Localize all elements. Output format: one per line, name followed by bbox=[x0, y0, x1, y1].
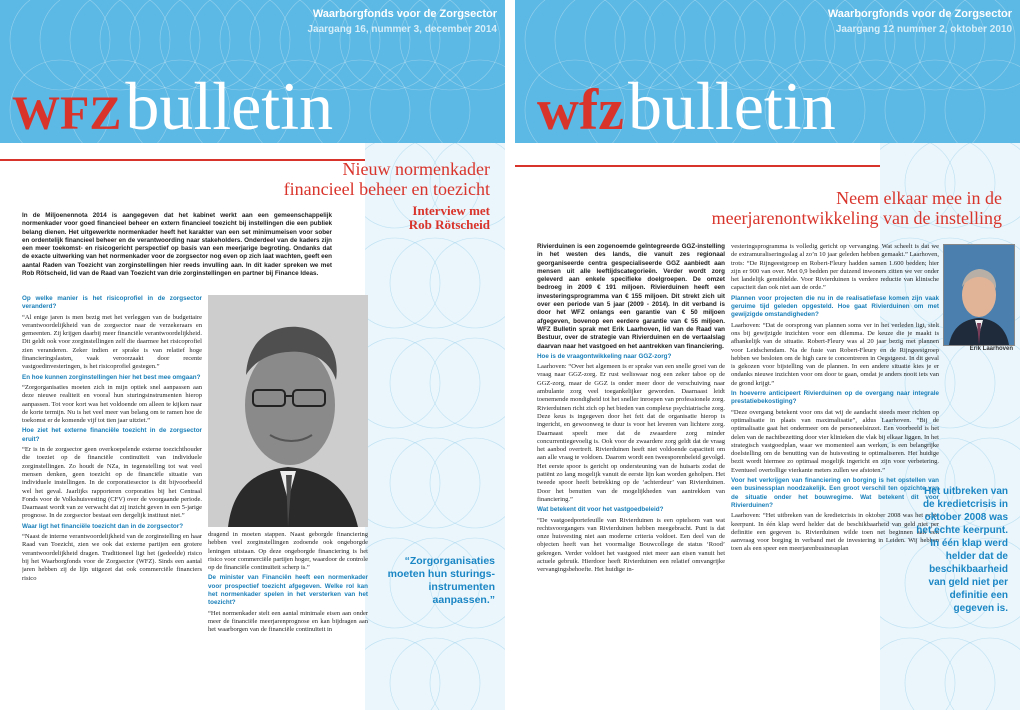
bulletin-page-2010 bbox=[515, 0, 1020, 710]
masthead-title bbox=[12, 68, 334, 143]
headline-line-2: financieel beheer en toezicht bbox=[283, 179, 490, 199]
issue-info: Jaargang 16, nummer 3, december 2014 bbox=[307, 24, 497, 35]
interviewee-photo bbox=[943, 244, 1015, 346]
interview-question: Plannen voor projecten die nu in de realisatiefase komen zijn vaak geruime tijd geleden opgesteld. Hoe gaat Rivierduinen om met gewijzigde omstandigheden? bbox=[731, 294, 939, 319]
portrait-image bbox=[944, 245, 1014, 345]
interview-question: In hoeverre anticipeert Rivierduinen op de overgang naar integrale prestatiebekostiging? bbox=[731, 390, 939, 406]
article-column-1 bbox=[537, 243, 725, 705]
body-paragraph: “Al enige jaren is men bezig met het verleggen van de budgettaire verantwoordelijkheid van de zorgsector naar de verzekeraars en gemeenten. Zij krijgen daarbij meer financiële verantwoordelijkheid. Dit geldt ook voor zorginstellingen zelf die daarmee het risicoprofiel zien veranderen. Zeker indien er sprake is van relatief hoge financieringslasten, vaak veroorzaakt door recente vastgoedinvesteringen, is het risicoprofiel gestegen.” bbox=[22, 313, 202, 371]
body-paragraph: “Zorgorganisaties moeten zich in mijn optiek snel aanpassen aan deze nieuwe realiteit en vooral hun sturingsinstrumenten hierop aanpassen. Tot voor kort was het voldoende om alleen te kijken naar de korte termijn. Nu is het veel meer van belang om te ramen hoe de toekomst er de komende vijf tot tien jaar uitziet.” bbox=[22, 383, 202, 425]
body-paragraph: “Er is in de zorgsector geen overkoepelende externe toezichthouder die toeziet op de financiële continuïteit van individuele zorginstellingen. Zo houdt de NZa, in tegenstelling tot wat veel mensen denken, geen toezicht op de financiële situatie van individuele instellingen. In de corporatiesector is dit bijvoorbeeld wel het geval. Jaarlijks rapporteren corporaties bij het Centraal Fonds voor de Volkshuisvesting (CFV) over de voorgaande periode. Daarnaast wordt van ze verwacht dat zij inzicht geven in een 5-jarige prognose. In de zorgsector bestaat een dergelijk instituut niet.” bbox=[22, 446, 202, 520]
bulletin-page-2014 bbox=[0, 0, 505, 710]
portrait-image bbox=[208, 295, 368, 527]
page-gutter bbox=[505, 0, 515, 710]
headline-line-2: meerjarenontwikkeling van de instelling bbox=[711, 208, 1002, 228]
organization-name: Waarborgfonds voor de Zorgsector bbox=[312, 8, 497, 20]
photo-caption: Erik Laarhoven bbox=[969, 346, 1013, 352]
body-paragraph: dragend in moeten stappen. Naast geborgde financiering hebben veel zorginstellingen zodoende ook ongeborgde leningen uitstaan. Op deze ongeborgde financiering is het risico voor commerciële partijen hoger, waardoor de controle op de financiële continuïteit scherp is.” bbox=[208, 531, 368, 572]
article-column-2 bbox=[731, 243, 939, 705]
interview-question: Op welke manier is het risicoprofiel in de zorgsector veranderd? bbox=[22, 295, 202, 311]
masthead-wfz: WFZ bbox=[12, 87, 122, 140]
interview-question: Voor het verkrijgen van financiering en borging is het opstellen van een businessplan noodzakelijk. Een groot verschil ten opzichte van de situatie onder het bouwregime. Wat betekent dit voor Rivierduinen? bbox=[731, 477, 939, 509]
issue-info: Jaargang 12 nummer 2, oktober 2010 bbox=[835, 24, 1012, 35]
masthead-band bbox=[0, 0, 505, 143]
body-paragraph: “Deze overgang betekent voor ons dat wij de aandacht steeds meer richten op optimalisatie in plaats van maximalisatie”, aldus Laarhoven. “Bij de optimalisatie gaat het ondermeer om de personeelsinzet. Een voorbeeld is het delen van de nachtbezetting door vier klinieken die vlak bij elkaar liggen. In het strategisch vastgoedplan, waar we momenteel aan werken, is een belangrijke doelstelling om de benutting van de huisvesting te optimaliseren. Het huidige bezit wordt hiermee zo optimaal mogelijk ingericht en zijn voor verbetering. Eventueel overtollige vierkante meters zullen we afstoten.” bbox=[731, 408, 939, 474]
article-lead: In de Miljoenennota 2014 is aangegeven dat het kabinet werkt aan een gemeenschappelijk normenkader voor goed financieel beheer en extern financieel toezicht bij instellingen die een publiek belang dienen. Het uitgewerkte normenkader heeft het karakter van een set minimumeisen voor sober en ordentelijk financieel beheer en de verantwoording naar stakeholders. Onderdeel van de kaders zijn een meer toekomst- en risicogericht perspectief op basis van een meerjarige begroting. Ondanks dat de exacte uitwerking van het normenkader voor de zorgsector nog even op zich laat wachten, geeft een aantal Raden van Toezicht van zorginstellingen hier reeds invulling aan. In dit kader spreken we met Rob Rötscheid, lid van de Raad van Toezicht van drie zorginstellingen en partner bij Finance Ideas. bbox=[22, 212, 332, 278]
article-column-1 bbox=[22, 295, 202, 705]
interview-question: De minister van Financiën heeft een normenkader voor prospectief toezicht afgegeven. Welke rol kan het normenkader spelen in het versterken van het toezicht? bbox=[208, 574, 368, 607]
subhead-line-1: Interview met bbox=[412, 203, 490, 218]
article-subhead bbox=[330, 204, 490, 232]
article-headline bbox=[672, 188, 1002, 228]
red-rule bbox=[515, 165, 880, 167]
masthead-title bbox=[537, 68, 836, 143]
interview-question: En hoe kunnen zorginstellingen hier het best mee omgaan? bbox=[22, 373, 201, 381]
masthead-wfz: wfz bbox=[537, 77, 624, 142]
article-lead: Rivierduinen is een zogenoemde geïntegreerde GGZ-instelling in het westen des lands, die vanuit zes regionaal georganiseerde centra gespecialiseerde GGZ aanbiedt aan mensen uit alle leeftijdscategorieën. Verder wordt zorg geleverd aan enkele specifieke doelgroepen. De omzet bedroeg in 2009 € 191 miljoen. Rivierduinen heeft een investeringsprogramma van € 155 miljoen. Dit strekt zich uit over een periode van 5 jaar (2009 - 2014). In dit verband is door het WFZ onlangs een garantie van € 50 miljoen afgegeven, bovenop een eerdere garantie van € 55 miljoen. WFZ Bulletin sprak met Erik Laarhoven, lid van de Raad van Bestuur, over de strategie van Rivierduinen en de vertaalslag daarvan naar het vastgoed en het aantrekken van financiering. bbox=[537, 243, 725, 350]
body-paragraph: Laarhoven: “Dat de oorsprong van plannen soms ver in het verleden ligt, stelt ons bij gewijzigde inzichten voor een dilemma. De keuze die je maakt is afhankelijk van de situatie. Robert-Fleury was al 20 jaar bezig met plannen voor Leidschendam. Na de fusie van Robert-Fleury en de Rijngeestgroep hebben we besloten om de high care te concentreren in Oegstgeest. In dit geval is gekozen voor bijstelling van de plannen. In een andere situatie kies je er ondanks nieuwe inzichten voor om door te gaan, omdat je anders nooit iets van de grond krijgt.” bbox=[731, 321, 939, 387]
body-paragraph: Laarhoven: “Het uitbreken van de kredietcrisis in oktober 2008 was het echte keerpunt. In één klap werd helder dat de beschikbaarheid van geld niet per definitie een gegeven is. Rivierduinen wilde toen net beginnen aan een aanvraag voor borging in verband met de investering in Leiden. Wij hebben toen als een speer een meerjarenbusinessplan bbox=[731, 512, 939, 553]
body-paragraph: “Naast de interne verantwoordelijkheid van de zorginstelling en haar Raad van Toezicht, zien we ook dat externe partijen een grotere verantwoordelijkheid dragen. Traditioneel ligt het (gedeelde) risico bij het Waarborgfonds voor de Zorgsector (WFZ). Sinds een aantal jaren hebben zij de lijn uitgezet dat ook commerciële financiers risico bbox=[22, 533, 202, 582]
headline-line-1: Nieuw normenkader bbox=[342, 159, 490, 179]
article-column-2 bbox=[208, 531, 368, 706]
organization-name: Waarborgfonds voor de Zorgsector bbox=[827, 8, 1012, 20]
subhead-line-2: Rob Rötscheid bbox=[408, 217, 490, 232]
article-headline bbox=[160, 159, 490, 199]
body-paragraph: vesteringsprogramma is volledig gericht op vervanging. Wat scheelt is dat we de extramuraliseringsslag al zo’n 10 jaar geleden hebben gemaakt.” Laarhoven, trots: “De Rijngeestgroep en Robert-Fleury hadden samen 1.600 bedden; hier zijn er 900 van over. Met 0,9 bedden per duizend inwoners zitten we ver onder het landelijk gemiddelde. Voor Rivierduinen is verdere reductie van klinische capaciteit dan ook niet aan de orde.” bbox=[731, 243, 939, 292]
interview-question: Hoe is de vraagontwikkeling naar GGZ-zorg? bbox=[537, 352, 672, 360]
interviewee-photo bbox=[208, 295, 368, 527]
masthead-band bbox=[515, 0, 1020, 143]
masthead-bulletin: bulletin bbox=[125, 68, 334, 143]
headline-line-1: Neem elkaar mee in de bbox=[836, 188, 1002, 208]
interview-question: Hoe ziet het externe financiële toezicht in de zorgsector eruit? bbox=[22, 427, 202, 443]
body-paragraph: Laarhoven: “Over het algemeen is er sprake van een snelle groei van de vraag naar GGZ-zorg. Er rust weliswaar nog een zeker taboe op de GGZ-zorg, maar de GGZ is onder meer door de verschuiving naar ambulante zorg veel toegankelijker geworden. Daarnaast leidt toenemende mondigheid tot het sneller inroepen van professionele zorg. Rivierduinen richt zich op het bieden van complexe psychiatrische zorg. Deze keus is ingegeven door het feit dat de organisatie hierop is ingericht, en gewoonweg te duur is voor het leveren van lichtere zorg. Daarnaast speelt mee dat de zwaardere zorg minder concurrentiegevoelig is. Ook voor de zwaardere zorg geldt dat de vraag het aanbod overtreft. Rivierduinen heeft niet voldoende capaciteit om aan alle vraag te voldoen. Daarom wordt een tweesporenbeleid gevolgd. Het eerste spoor is gericht op ondersteuning van de huisarts zodat de patiënt zo lang mogelijk vanuit de eerste lijn kan worden geholpen. Het tweede spoor heeft betrekking op de ‘achterdeur’ van Rivierduinen. Door het benutten van de mogelijkheden van aantrekken van financiering.” bbox=[537, 363, 725, 503]
body-paragraph: “De vastgoedportefeuille van Rivierduinen is een optelsom van wat rechtsvoorgangers van Rivierduinen hebben meegebracht. Punt is dat onze huisvesting niet aan moderne criteria voldoet. Een deel van de objecten heeft van het voormalige Bouwcollege de status ‘Rood’ gekregen. Verder voldoet het vastgoed niet meer aan eisen vanuit het actuele gebruik. Hierdoor heeft Rivierduinen een relatief omvangrijke vervangingsbehoefte. Het huidige in- bbox=[537, 516, 725, 574]
masthead-bulletin: bulletin bbox=[627, 68, 836, 143]
interview-question: Waar ligt het financiële toezicht dan in de zorgsector? bbox=[22, 522, 184, 530]
pull-quote: Het uitbreken van de kredietcrisis in oktober 2008 was het echte keerpunt. In één klap werd helder dat de beschikbaarheid van geld niet per definitie een gegeven is. bbox=[916, 486, 1008, 614]
pull-quote: “Zorgorganisaties moeten hun sturings-instrumenten aanpassen.” bbox=[387, 555, 495, 606]
body-paragraph: “Het normenkader stelt een aantal minimale eisen aan onder meer de financiële meerjarenprognose en kan bijdragen aan het waarborgen van de financiële continuïteit in bbox=[208, 609, 368, 634]
interview-question: Wat betekent dit voor het vastgoedbeleid? bbox=[537, 506, 664, 514]
